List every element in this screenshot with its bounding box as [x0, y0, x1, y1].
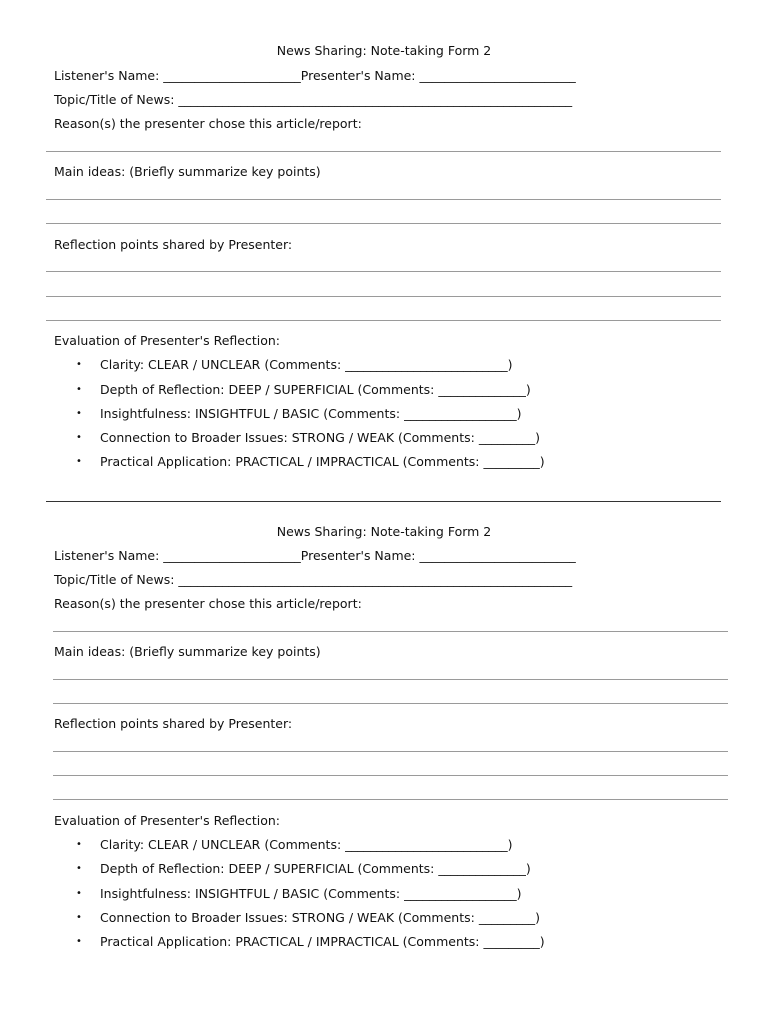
- evaluation-heading: Evaluation of Presenter's Reflection:: [54, 813, 281, 828]
- listener-presenter-name-field[interactable]: Listener's Name: ______________________Presenter's Name: _________________________: [54, 68, 576, 83]
- evaluation-item-text: Insightfulness: INSIGHTFUL / BASIC (Comments: __________________): [100, 406, 522, 421]
- evaluation-item-text: Clarity: CLEAR / UNCLEAR (Comments: __________________________): [100, 357, 513, 372]
- writing-line[interactable]: [53, 679, 728, 680]
- writing-line[interactable]: [53, 775, 728, 776]
- writing-line[interactable]: [46, 199, 721, 200]
- bullet-icon: •: [76, 359, 82, 370]
- writing-line[interactable]: [46, 151, 721, 152]
- evaluation-item-text: Clarity: CLEAR / UNCLEAR (Comments: __________________________): [100, 837, 513, 852]
- writing-line[interactable]: [46, 271, 721, 272]
- evaluation-item-practical[interactable]: [0, 934, 545, 998]
- evaluation-heading: Evaluation of Presenter's Reflection:: [54, 333, 281, 348]
- listener-presenter-name-field[interactable]: Listener's Name: ______________________Presenter's Name: _________________________: [54, 548, 576, 563]
- evaluation-item-practical[interactable]: [0, 454, 545, 518]
- evaluation-item-text: Connection to Broader Issues: STRONG / WEAK (Comments: _________): [100, 430, 540, 445]
- bullet-icon: •: [76, 408, 82, 419]
- writing-line[interactable]: [53, 799, 728, 800]
- main-ideas-label: Main ideas: (Briefly summarize key points): [54, 644, 321, 659]
- writing-line[interactable]: [53, 751, 728, 752]
- bullet-icon: •: [76, 456, 82, 467]
- bullet-icon: •: [76, 432, 82, 443]
- bullet-icon: •: [76, 839, 82, 850]
- topic-title-field[interactable]: Topic/Title of News: _______________________________________________________________: [54, 572, 573, 587]
- evaluation-item-text: Depth of Reflection: DEEP / SUPERFICIAL (Comments: ______________): [100, 382, 531, 397]
- reason-label: Reason(s) the presenter chose this article/report:: [54, 596, 362, 611]
- reason-label: Reason(s) the presenter chose this article/report:: [54, 116, 362, 131]
- writing-line[interactable]: [46, 296, 721, 297]
- evaluation-item-text: Practical Application: PRACTICAL / IMPRACTICAL (Comments: _________): [100, 934, 545, 949]
- evaluation-item-text: Insightfulness: INSIGHTFUL / BASIC (Comments: __________________): [100, 886, 522, 901]
- evaluation-item-text: Depth of Reflection: DEEP / SUPERFICIAL (Comments: ______________): [100, 861, 531, 876]
- writing-line[interactable]: [46, 223, 721, 224]
- bullet-icon: •: [76, 888, 82, 899]
- form-title: News Sharing: Note-taking Form 2: [276, 524, 492, 539]
- bullet-icon: •: [76, 863, 82, 874]
- reflection-points-label: Reflection points shared by Presenter:: [54, 237, 293, 252]
- bullet-icon: •: [76, 384, 82, 395]
- evaluation-item-text: Practical Application: PRACTICAL / IMPRACTICAL (Comments: _________): [100, 454, 545, 469]
- writing-line[interactable]: [46, 320, 721, 321]
- writing-line[interactable]: [53, 631, 728, 632]
- bullet-icon: •: [76, 936, 82, 947]
- reflection-points-label: Reflection points shared by Presenter:: [54, 716, 293, 731]
- evaluation-item-text: Connection to Broader Issues: STRONG / WEAK (Comments: _________): [100, 910, 540, 925]
- form-separator: [46, 501, 721, 502]
- bullet-icon: •: [76, 912, 82, 923]
- writing-line[interactable]: [53, 703, 728, 704]
- topic-title-field[interactable]: Topic/Title of News: _______________________________________________________________: [54, 92, 573, 107]
- form-title: News Sharing: Note-taking Form 2: [276, 43, 492, 58]
- main-ideas-label: Main ideas: (Briefly summarize key points): [54, 164, 321, 179]
